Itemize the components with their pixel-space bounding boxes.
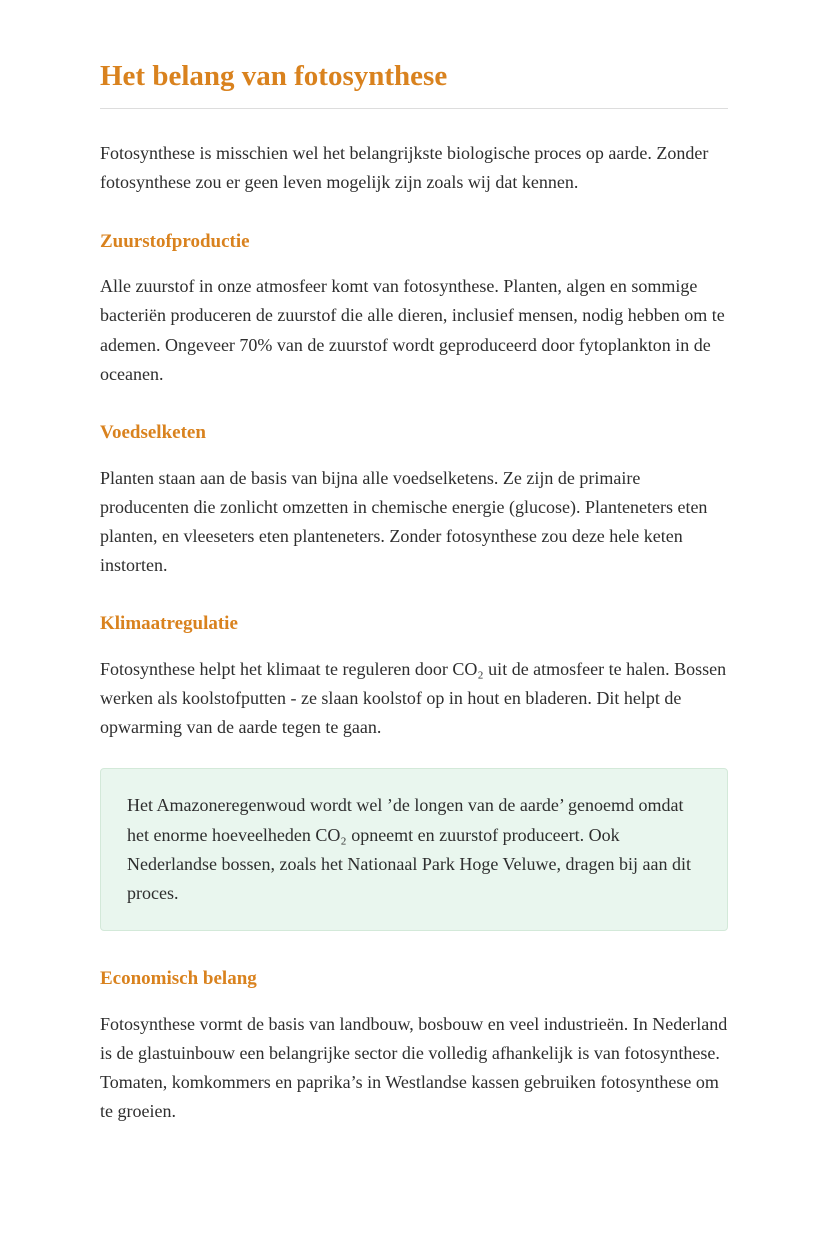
section-paragraph-zuurstofproductie: Alle zuurstof in onze atmosfeer komt van fotosynthese. Planten, algen en sommige bacteriën produceren de zuurstof die alle dieren, inclusief mensen, nodig hebben om te ademen. Ongeveer 70% van de zuurstof wordt geproduceerd door fytoplankton in de oceanen.	[100, 276, 725, 384]
section-paragraph-klimaatregulatie: Fotosynthese helpt het klimaat te reguleren door CO₂ uit de atmosfeer te halen. Bossen werken als koolstofputten - ze slaan koolstof op in hout en bladeren. Dit helpt de opwarming van de aarde tegen te gaan.	[100, 658, 727, 738]
section-paragraph-voedselketen: Planten staan aan de basis van bijna alle voedselketens. Ze zijn de primaire producenten die zonlicht omzetten in chemische energie (glucose). Planteneters eten planten, en vleeseters eten planteneters. Zonder fotosynthese zou deze hele keten instorten.	[100, 467, 708, 576]
section-paragraph-economisch-belang: Fotosynthese vormt de basis van landbouw, bosbouw en veel industrieën. In Nederland is de glastuinbouw een belangrijke sector die volledig afhankelijk is van fotosynthese. Tomaten, komkommers en paprika’s in Westlandse kassen gebruiken fotosynthese om te groeien.	[100, 1013, 728, 1122]
intro-paragraph: Fotosynthese is misschien wel het belangrijkste biologische proces op aarde. Zonder fotosynthese zou er geen leven mogelijk zijn zoals wij dat kennen.	[100, 143, 709, 193]
title-divider	[100, 108, 728, 109]
page-title: Het belang van fotosynthese	[100, 60, 448, 92]
section-heading-economisch-belang: Economisch belang	[100, 967, 257, 989]
section-heading-klimaatregulatie: Klimaatregulatie	[100, 613, 238, 635]
section-heading-voedselketen: Voedselketen	[100, 421, 206, 443]
callout-text: Het Amazoneregenwoud wordt wel ’de longen van de aarde’ genoemd omdat het enorme hoeveelheden CO₂ opneemt en zuurstof produceert. Ook Nederlandse bossen, zoals het Nationaal Park Hoge Veluwe, dragen bij aan dit proces.	[127, 795, 691, 903]
section-heading-zuurstofproductie: Zuurstofproductie	[100, 230, 250, 252]
callout-box	[100, 768, 728, 931]
